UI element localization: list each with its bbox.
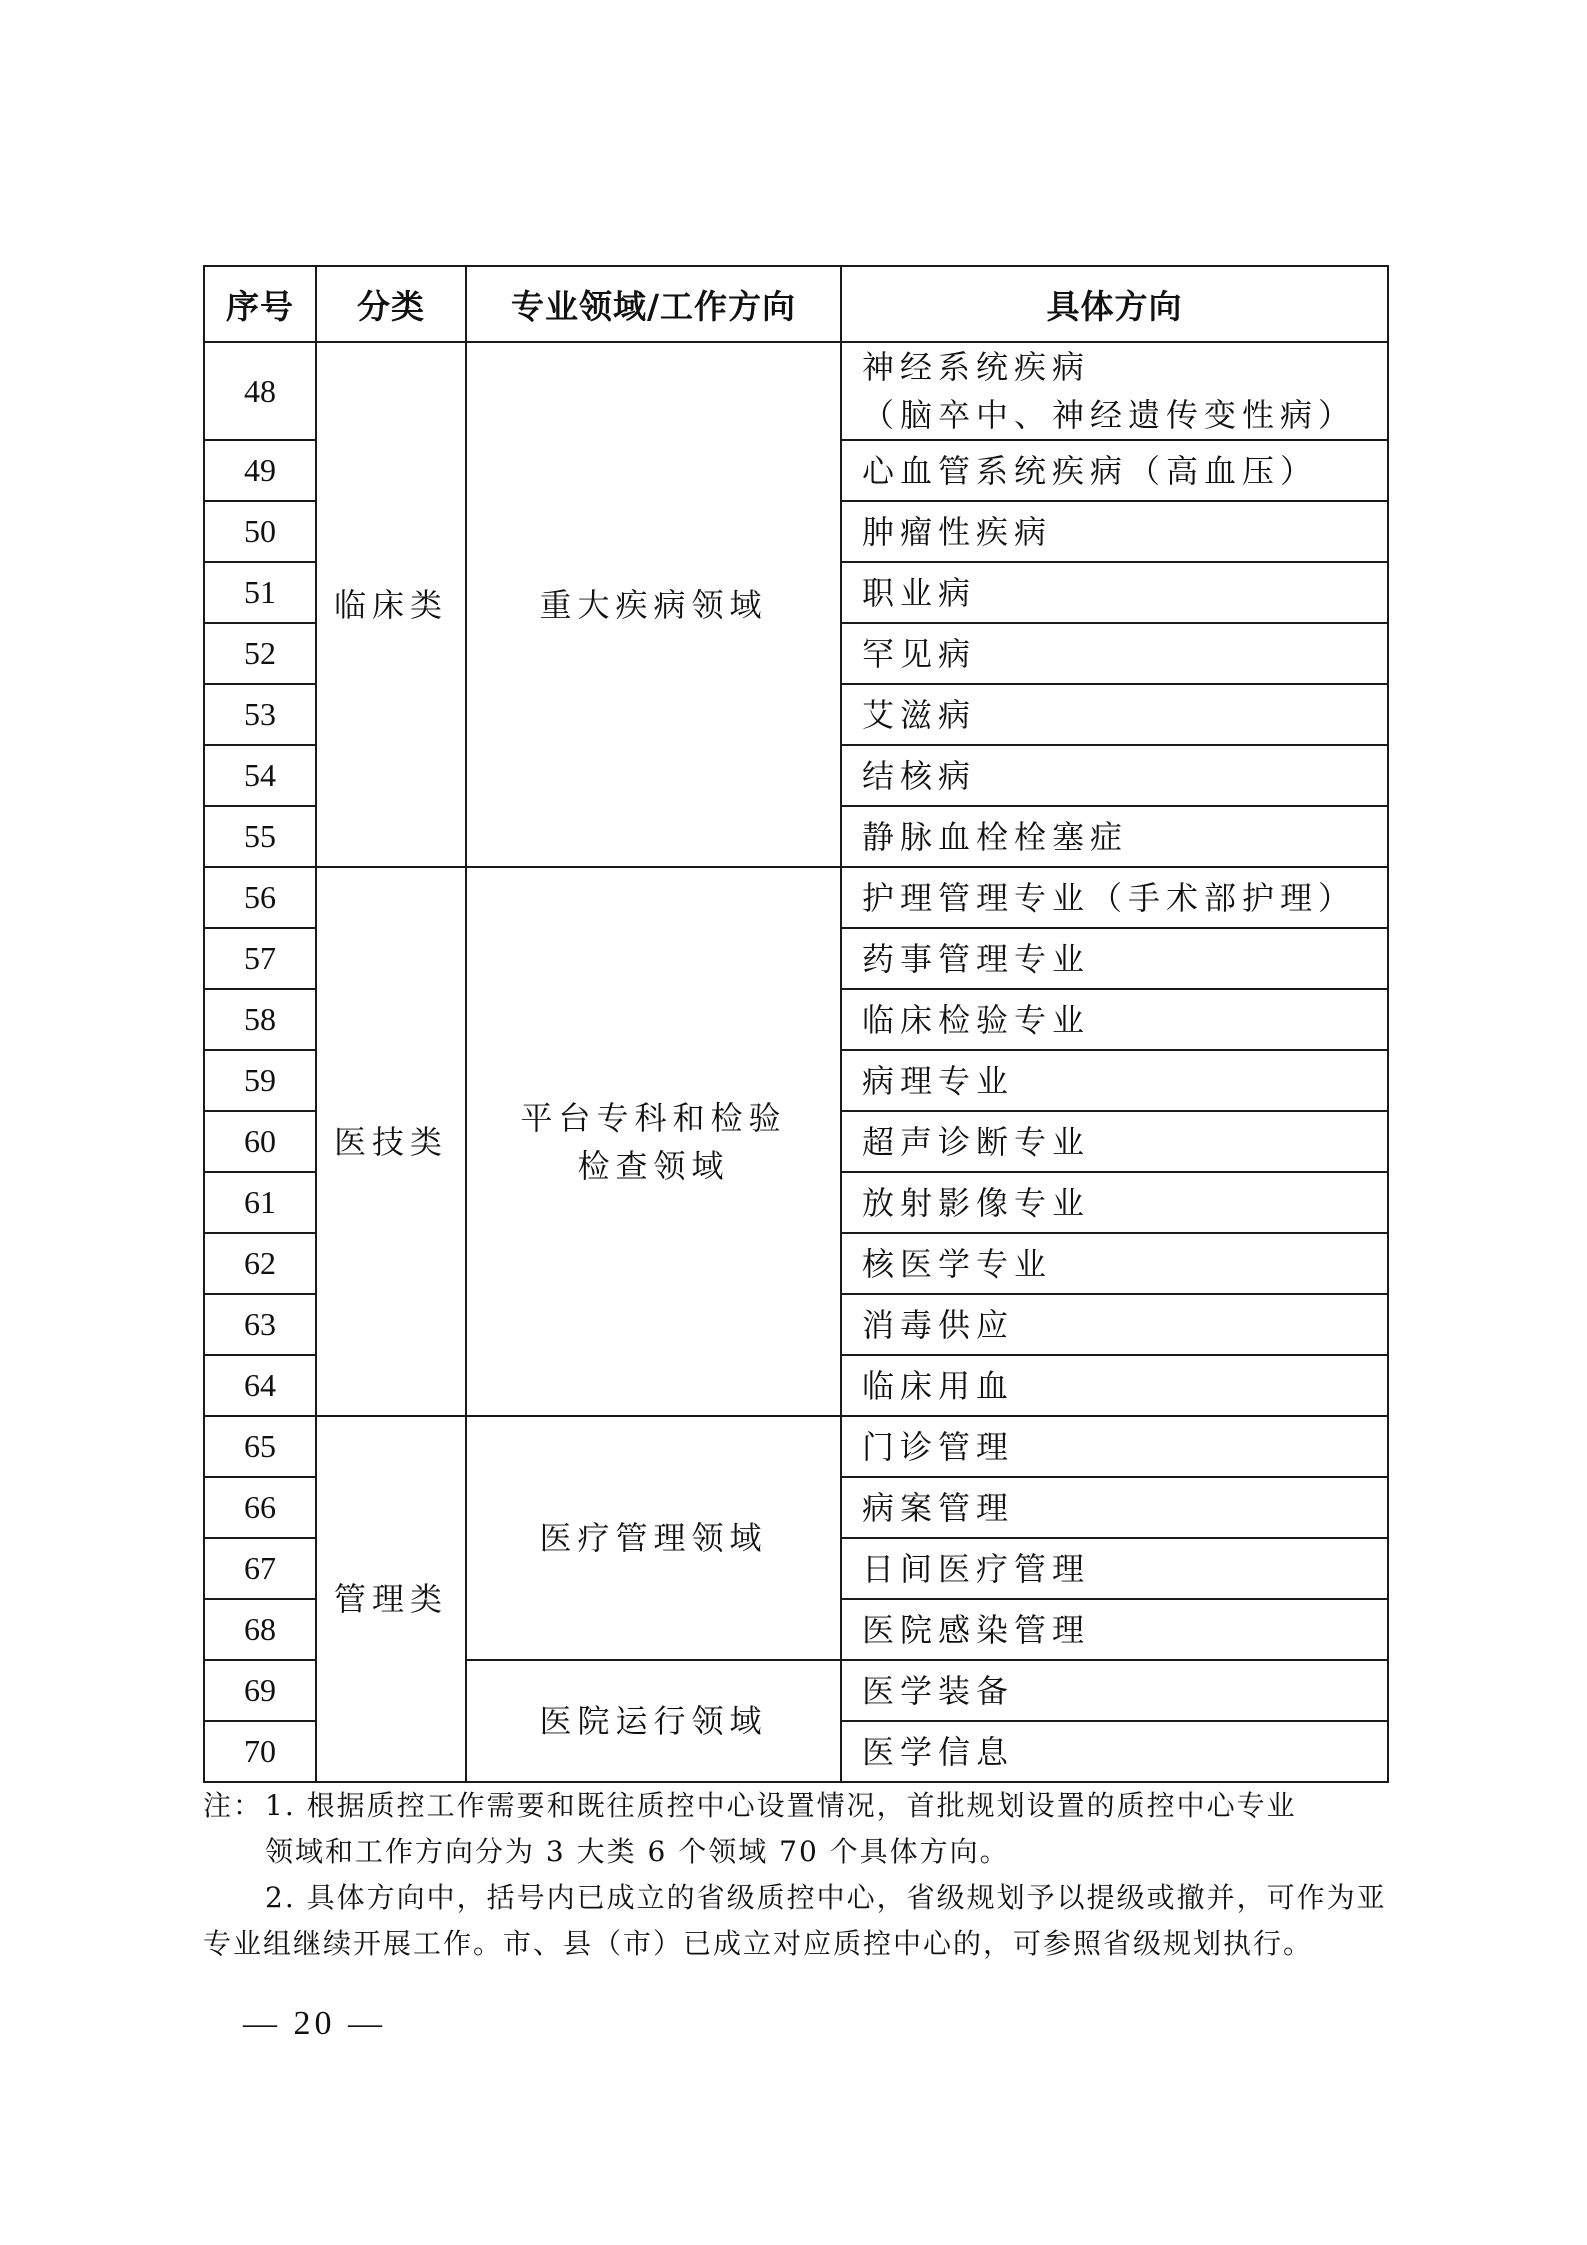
table-row [204, 1416, 1388, 1477]
table-row [204, 342, 1388, 440]
note-2-line-2: 专业组继续开展工作。市、县（市）已成立对应质控中心的，可参照省级规划执行。 [203, 1927, 1314, 1960]
direction-cell: 药事管理专业 [841, 928, 1388, 989]
serial-number-cell: 49 [204, 440, 316, 501]
serial-number-cell: 57 [204, 928, 316, 989]
domain-cell: 医疗管理领域 [466, 1416, 841, 1660]
note-2-line-1: 2. 具体方向中，括号内已成立的省级质控中心，省级规划予以提级或撤并，可作为亚 [265, 1881, 1387, 1914]
direction-cell: 结核病 [841, 745, 1388, 806]
serial-number-cell: 56 [204, 867, 316, 928]
serial-number-cell: 48 [204, 342, 316, 440]
category-cell: 临床类 [316, 342, 466, 867]
header-category: 分类 [316, 266, 466, 342]
direction-cell: 心血管系统疾病（高血压） [841, 440, 1388, 501]
note-1-line-1: 1. 根据质控工作需要和既往质控中心设置情况，首批规划设置的质控中心专业 [265, 1789, 1297, 1822]
serial-number-cell: 55 [204, 806, 316, 867]
serial-number-cell: 65 [204, 1416, 316, 1477]
serial-number-cell: 58 [204, 989, 316, 1050]
serial-number-cell: 53 [204, 684, 316, 745]
direction-cell: 艾滋病 [841, 684, 1388, 745]
direction-cell: 核医学专业 [841, 1233, 1388, 1294]
domain-cell: 重大疾病领域 [466, 342, 841, 867]
table-row [204, 867, 1388, 928]
domain-cell: 医院运行领域 [466, 1660, 841, 1782]
note-1-line-2: 领域和工作方向分为 3 大类 6 个领域 70 个具体方向。 [265, 1835, 1010, 1868]
direction-cell: 病案管理 [841, 1477, 1388, 1538]
serial-number-cell: 62 [204, 1233, 316, 1294]
serial-number-cell: 52 [204, 623, 316, 684]
serial-number-cell: 60 [204, 1111, 316, 1172]
direction-cell: 静脉血栓栓塞症 [841, 806, 1388, 867]
direction-cell: 病理专业 [841, 1050, 1388, 1111]
serial-number-cell: 69 [204, 1660, 316, 1721]
header-serial: 序号 [204, 266, 316, 342]
notes-label: 注： [203, 1789, 264, 1822]
serial-number-cell: 50 [204, 501, 316, 562]
direction-cell: 医院感染管理 [841, 1599, 1388, 1660]
direction-cell: 日间医疗管理 [841, 1538, 1388, 1599]
serial-number-cell: 66 [204, 1477, 316, 1538]
direction-cell: 护理管理专业（手术部护理） [841, 867, 1388, 928]
category-cell: 管理类 [316, 1416, 466, 1782]
serial-number-cell: 51 [204, 562, 316, 623]
serial-number-cell: 70 [204, 1721, 316, 1782]
header-direction: 具体方向 [841, 266, 1388, 342]
page-number: — 20 — [243, 2005, 386, 2042]
direction-cell: 医学信息 [841, 1721, 1388, 1782]
quality-control-table [203, 265, 1389, 1783]
direction-cell: 医学装备 [841, 1660, 1388, 1721]
serial-number-cell: 67 [204, 1538, 316, 1599]
direction-cell: 神经系统疾病 （脑卒中、神经遗传变性病） [841, 342, 1388, 440]
serial-number-cell: 54 [204, 745, 316, 806]
direction-cell: 罕见病 [841, 623, 1388, 684]
serial-number-cell: 63 [204, 1294, 316, 1355]
direction-cell: 临床检验专业 [841, 989, 1388, 1050]
notes-section [203, 1783, 1393, 1967]
serial-number-cell: 64 [204, 1355, 316, 1416]
note-item [203, 1783, 1393, 1829]
serial-number-cell: 68 [204, 1599, 316, 1660]
table-body [204, 342, 1388, 1782]
header-domain: 专业领域/工作方向 [466, 266, 841, 342]
direction-cell: 临床用血 [841, 1355, 1388, 1416]
direction-cell: 放射影像专业 [841, 1172, 1388, 1233]
serial-number-cell: 59 [204, 1050, 316, 1111]
direction-cell: 肿瘤性疾病 [841, 501, 1388, 562]
direction-cell: 门诊管理 [841, 1416, 1388, 1477]
direction-cell: 消毒供应 [841, 1294, 1388, 1355]
direction-cell: 职业病 [841, 562, 1388, 623]
direction-cell: 超声诊断专业 [841, 1111, 1388, 1172]
category-cell: 医技类 [316, 867, 466, 1416]
serial-number-cell: 61 [204, 1172, 316, 1233]
domain-cell: 平台专科和检验 检查领域 [466, 867, 841, 1416]
table-header-row [204, 266, 1388, 342]
